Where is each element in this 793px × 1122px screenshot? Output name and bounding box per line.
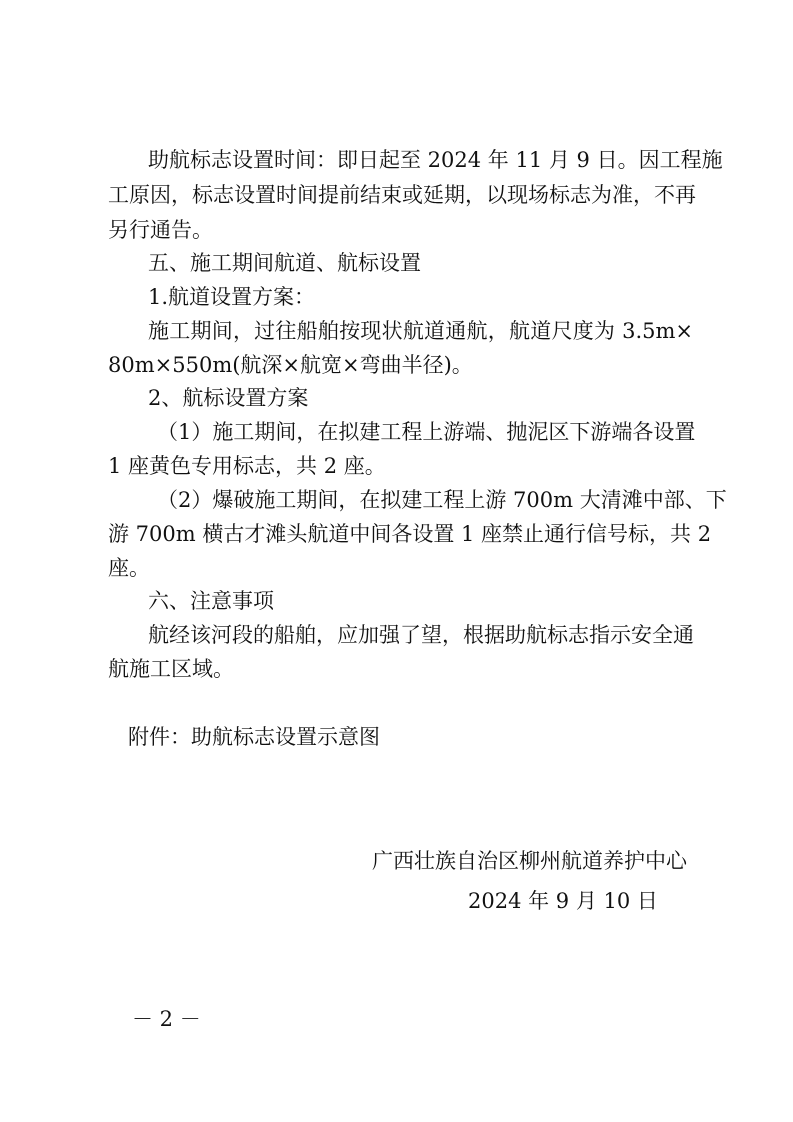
signature-organization: 广西壮族自治区柳州航道养护中心 — [372, 849, 687, 873]
paragraph-line: 施工期间，过往船舶按现状航道通航，航道尺度为 3.5m× — [148, 319, 693, 343]
paragraph-line: 工原因，标志设置时间提前结束或延期，以现场标志为准，不再 — [108, 183, 696, 207]
paragraph-line: 80m×550m(航深×航宽×弯曲半径)。 — [108, 353, 473, 377]
section-heading: 六、注意事项 — [148, 589, 274, 613]
subsection-heading: 2、航标设置方案 — [148, 386, 309, 410]
paragraph-line: 航经该河段的船舶，应加强了望，根据助航标志指示安全通 — [148, 623, 694, 647]
paragraph-line: 游 700m 横古才滩头航道中间各设置 1 座禁止通行信号标，共 2 — [108, 522, 712, 546]
subsection-heading: 1.航道设置方案： — [148, 285, 316, 309]
section-heading: 五、施工期间航道、航标设置 — [148, 251, 421, 275]
page-number: － 2 － — [132, 1007, 201, 1031]
paragraph-line: （2）爆破施工期间，在拟建工程上游 700m 大清滩中部、下 — [157, 488, 727, 512]
paragraph-line: 助航标志设置时间：即日起至 2024 年 11 月 9 日。因工程施 — [148, 148, 723, 172]
paragraph-line: 1 座黄色专用标志，共 2 座。 — [108, 454, 386, 478]
attachment-line: 附件：助航标志设置示意图 — [128, 725, 380, 749]
paragraph-line: （1）施工期间，在拟建工程上游端、抛泥区下游端各设置 — [157, 420, 696, 444]
paragraph-line: 航施工区域。 — [108, 657, 234, 681]
paragraph-line: 另行通告。 — [108, 218, 213, 242]
signature-date: 2024 年 9 月 10 日 — [468, 889, 658, 913]
paragraph-line: 座。 — [108, 556, 150, 580]
